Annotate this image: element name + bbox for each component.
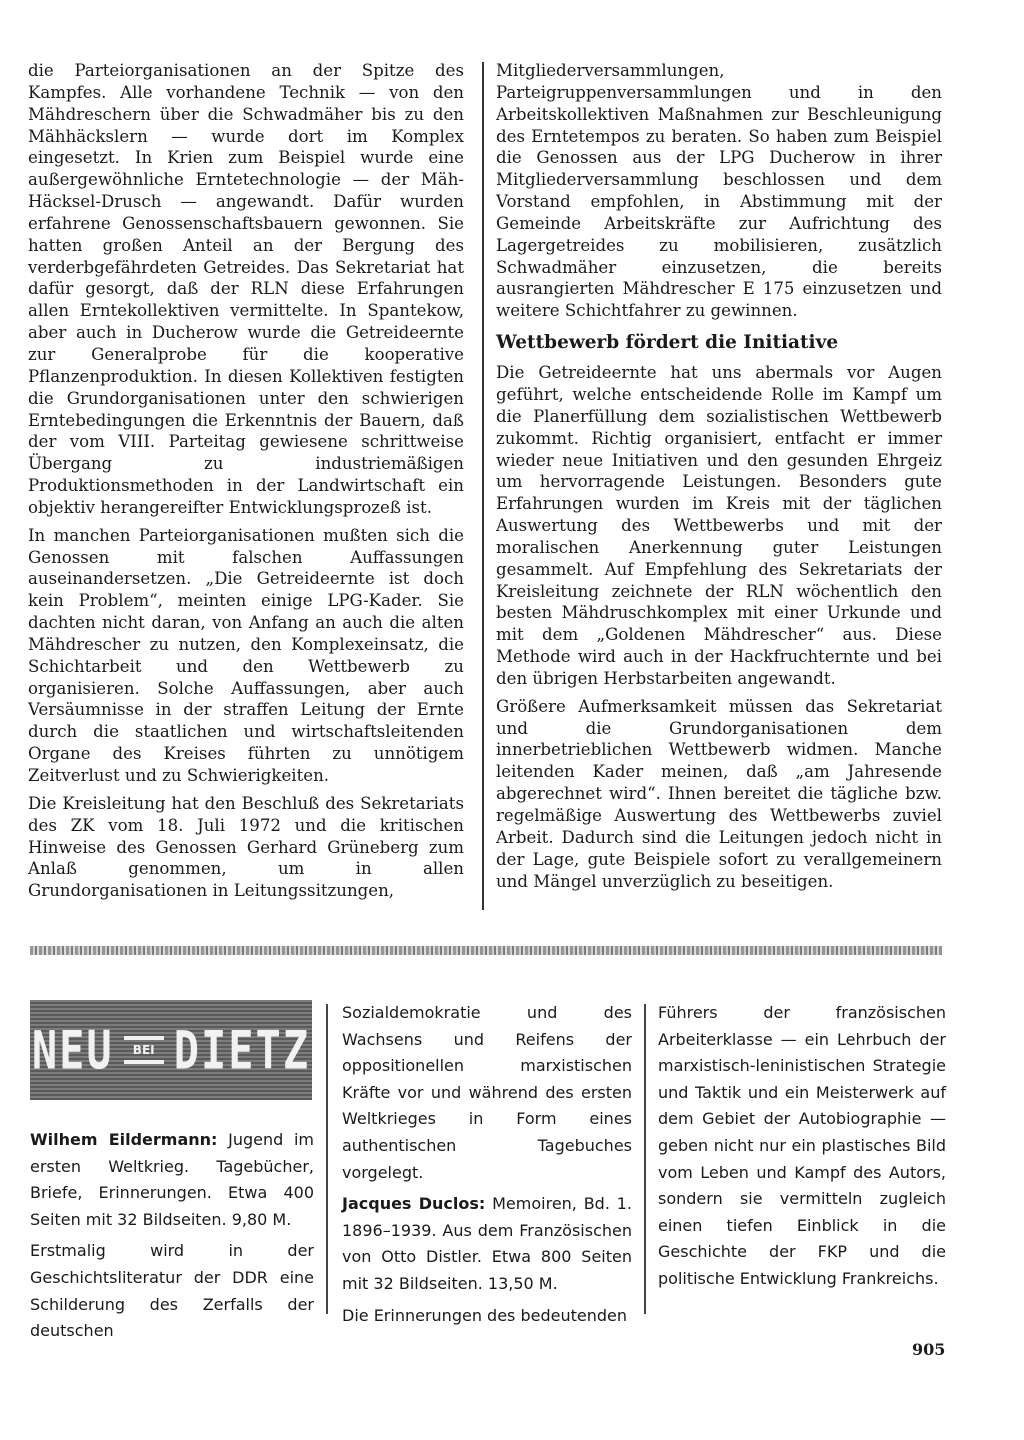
book-entry [342,1191,632,1297]
book-details: Memoiren, Bd. 1. 1896–1939. Aus dem Französischen von Otto Distler. Etwa 800 Seiten mit 32 Bildseiten. 13,50 M. [342,1194,632,1293]
logo-middle [124,1036,164,1064]
logo-bar [124,1036,164,1040]
book-description: Sozialdemokratie und des Wachsens und Reifens der oppositionellen marxistischen Kräfte vor und während des ersten Weltkrieges in Form eines authentischen Tagebuches vorgelegt. [342,1003,632,1182]
logo-bar [124,1060,164,1064]
book-author: Wilhem Eildermann: [30,1130,218,1149]
article-paragraph: Größere Aufmerksamkeit müssen das Sekretariat und die Grundorganisationen dem innerbetrieblichen Wettbewerb widmen. Manche leitenden Kader meinen, daß „am Jahresende abgerechnet wird“. Ihnen bereitet die tägliche bzw. regelmäßige Auswertung des Wettbewerbs zuviel Arbeit. Dadurch sind die Leitungen jedoch nicht in der Lage, gute Beispiele sofort zu verallgemeinern und Mängel unverzüglich zu beseitigen. [496,696,942,891]
ad-column-divider [326,1004,328,1314]
column-divider [482,62,484,910]
logo-text-left: NEU [31,1019,114,1081]
book-description: Die Erinnerungen des bedeutenden [342,1305,627,1325]
publisher-logo [30,1000,312,1100]
book-author: Jacques Duclos: [342,1194,486,1214]
article-paragraph: In manchen Parteiorganisationen mußten sich die Genossen mit falschen Auffassungen auseinandersetzen. „Die Getreideernte ist doch kein Problem“, meinten einige LPG-Kader. Sie dachten nicht daran, von Anfang an auch die alten Mähdrescher zu nutzen, den Komplexeinsatz, die Schichtarbeit und den Wettbewerb zu organisieren. Solche Auffassungen, aber auch Versäumnisse in der straffen Leitung der Ernte durch die staatlichen und wirtschaftsleitenden Organe des Kreises führten zu unnötigem Zeitverlust und zu Schwierigkeiten. [28,525,464,785]
ad-column-1 [30,1127,314,1345]
book-description: Erstmalig wird in der Geschichtsliteratur der DDR eine Schilderung des Zerfalls der deutschen [30,1241,314,1341]
ad-column-2 [342,1000,632,1329]
page-number: 905 [912,1340,946,1359]
article-right-column [496,60,942,892]
section-heading: Wettbewerb fördert die Initiative [496,332,839,354]
section-separator [30,946,942,955]
article-paragraph: die Parteiorganisationen an der Spitze des Kampfes. Alle vorhandene Technik — von den Mähdreschern über die Schwadmäher bis zu den Mähhäckslern — wurde dort im Komplex eingesetzt. In Krien zum Beispiel wurde eine außergewöhnliche Erntetechnologie — der Mäh-Häcksel-Drusch — angewandt. Dafür wurden erfahrene Genossenschaftsbauern gewonnen. Sie hatten großen Anteil an der Bergung des verderbgefährdeten Getreides. Das Sekretariat hat dafür gesorgt, daß der RLN diese Erfahrungen allen Erntekollektiven vermittelte. In Spantekow, aber auch in Ducherow wurde die Getreideernte zur Generalprobe für die kooperative Pflanzenproduktion. In diesen Kollektiven festigten die Grundorganisationen unter den schwierigen Erntebedingungen die Erkenntnis der Bauern, daß der vom VIII. Parteitag gewiesene schrittweise Übergang zu industriemäßigen Produktionsmethoden in der Landwirtschaft ein objektiv herangereifter Entwicklungsprozeß ist. [28,61,464,517]
ad-column-divider [644,1004,646,1314]
book-description: Führers der französischen Arbeiterklasse — ein Lehrbuch der marxistisch-leninistischen Strategie und Taktik und ein Meisterwerk auf dem Gebiet der Autobiographie — geben nicht nur ein plastisches Bild vom Leben und Kampf des Autors, sondern sie vermitteln zugleich einen tiefen Einblick in die Geschichte der FKP und die politische Entwicklung Frankreichs. [658,1003,946,1288]
article-paragraph: Die Kreisleitung hat den Beschluß des Sekretariats des ZK vom 18. Juli 1972 und die kritischen Hinweise des Genossen Gerhard Grüneberg zum Anlaß genommen, um in allen Grundorganisationen in Leitungssitzungen, [28,793,464,901]
book-details: Jugend im ersten Weltkrieg. Tagebücher, Briefe, Erinnerungen. Etwa 400 Seiten mit 32 Bildseiten. 9,80 M. [30,1130,314,1229]
book-entry [30,1127,314,1233]
article-paragraph: Die Getreideernte hat uns abermals vor Augen geführt, welche entscheidende Rolle im Kampf um die Planerfüllung dem sozialistischen Wettbewerb zukommt. Richtig organisiert, entfacht er immer wieder neue Initiativen und den gesunden Ehrgeiz um hervorragende Leistungen. Besonders gute Erfahrungen wurden im Kreis mit der täglichen Auswertung des Wettbewerbs und mit der moralischen Anerkennung guter Leistungen gesammelt. Auf Empfehlung des Sekretariats der Kreisleitung zeichnete der RLN wöchentlich den besten Mähdruschkomplex mit einer Urkunde und mit dem „Goldenen Mähdrescher“ aus. Diese Methode wird auch in der Hackfruchternte und bei den übrigen Herbstarbeiten angewandt. [496,363,942,688]
article-left-column [28,60,464,902]
logo-text-right: DIETZ [173,1019,311,1081]
logo-text-middle: BEI [132,1043,155,1057]
ad-column-3 [658,1000,946,1293]
article-paragraph: Mitgliederversammlungen, Parteigruppenversammlungen und in den Arbeitskollektiven Maßnahmen zur Beschleunigung des Erntetempos zu beraten. So haben zum Beispiel die Genossen aus der LPG Ducherow in ihrer Mitgliederversammlung beschlossen und dem Vorstand empfohlen, in Abstimmung mit der Gemeinde Arbeitskräfte zur Aufrichtung des Lagergetreides zu mobilisieren, zusätzlich Schwadmäher einzusetzen, die bereits ausrangierten Mähdrescher E 175 einzusetzen und weitere Schichtfahrer zu gewinnen. [496,61,942,321]
